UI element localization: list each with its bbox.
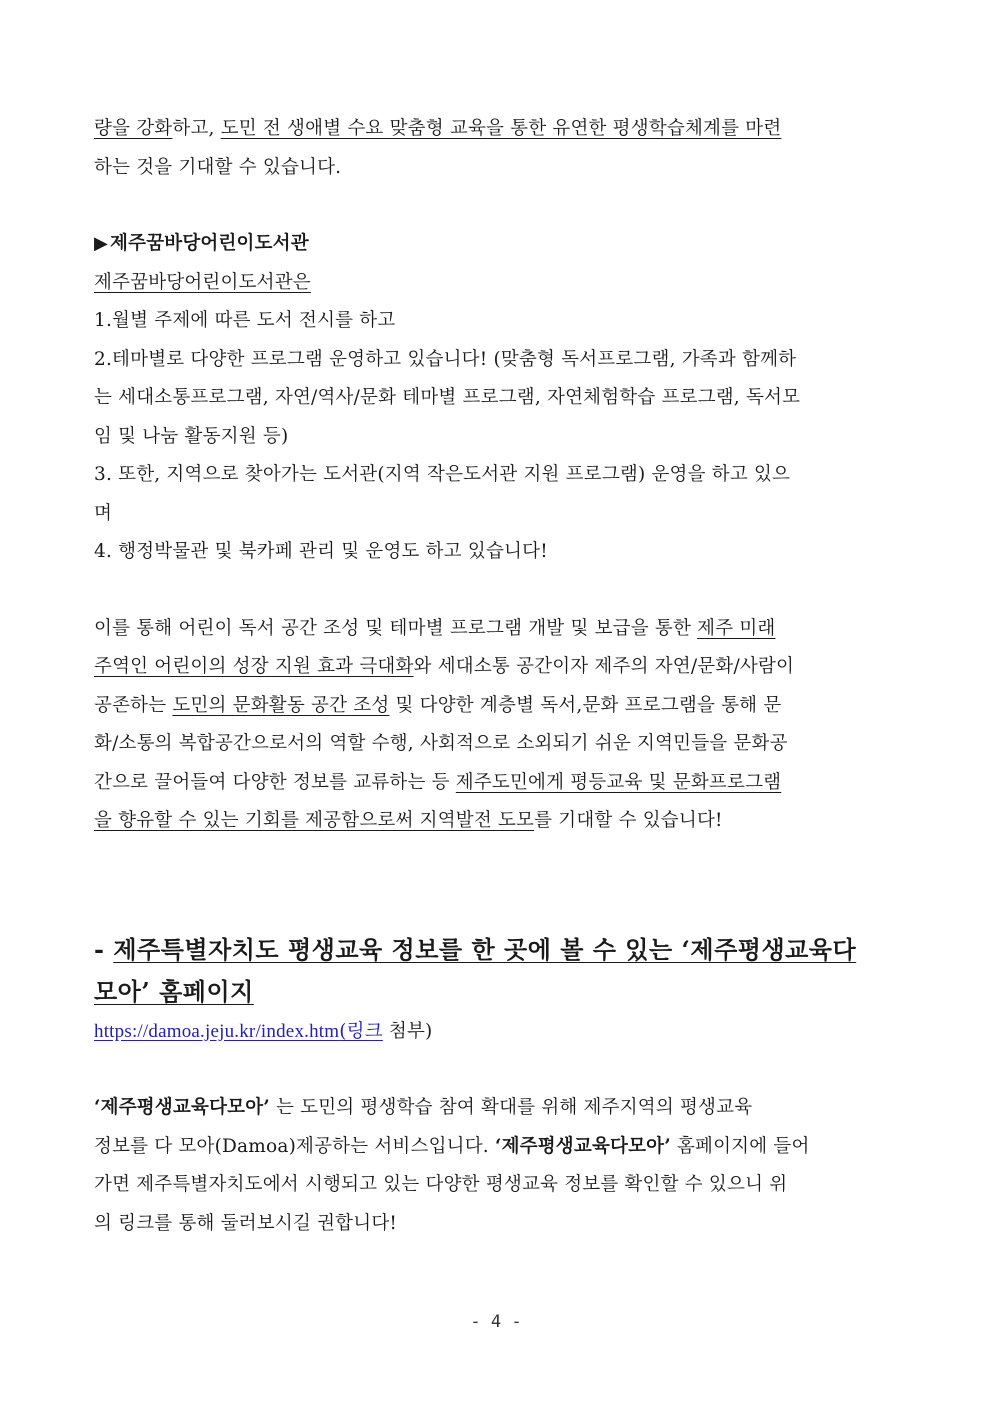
effects-underline: 제주 미래 (697, 617, 776, 639)
intro-underline-1: 량을 강화 (94, 118, 173, 139)
effects-text: 간으로 끌어들여 다양한 정보를 교류하는 등 (94, 771, 456, 793)
effects-underline: 도민의 문화활동 공간 조성 (172, 694, 390, 716)
effects-text: 를 기대할 수 있습니다! (534, 810, 723, 831)
library-subtitle (94, 264, 894, 303)
intro-line-1 (94, 110, 894, 149)
effects-text: 및 다양한 계층별 독서,문화 프로그램을 통해 문 (389, 694, 782, 716)
damoa-text: 는 도민의 평생학습 참여 확대를 위해 제주지역의 평생교육 (269, 1097, 753, 1118)
effects-underline: 주역인 어린이의 성장 지원 효과 극대화 (94, 656, 414, 677)
library-subtitle-text: 제주꿈바당어린이도서관은 (94, 271, 311, 293)
library-item: 1.월별 주제에 따른 도서 전시를 하고 (94, 310, 396, 331)
effects-line (94, 610, 894, 649)
damoa-paragraph-line: 가면 제주특별자치도에서 시행되고 있는 다양한 평생교육 정보를 확인할 수 있으니 위 (94, 1174, 788, 1195)
effects-line (94, 687, 894, 726)
effects-underline: 제주도민에게 평등교육 및 문화프로그램 (455, 771, 782, 793)
library-title-text: 제주꿈바당어린이도서관 (110, 233, 309, 254)
damoa-heading-line-1 (94, 929, 894, 971)
damoa-text: 홈페이지에 들어 (670, 1135, 810, 1157)
effects-line (94, 802, 894, 841)
heading-dash: - (94, 934, 114, 964)
intro-underline-2: 도민 전 생애별 수요 맞춤형 교육을 통한 유연한 평생학습체계를 마련 (220, 118, 782, 139)
library-title (94, 225, 894, 264)
effects-underline: 을 향유할 수 있는 기회를 제공함으로써 지역발전 도모 (94, 810, 535, 831)
library-item: 4. 행정박물관 및 북카페 관리 및 운영도 하고 있습니다! (94, 541, 548, 562)
triangle-bullet-icon: ▶ (94, 233, 109, 254)
damoa-paragraph-line: 의 링크를 통해 둘러보시길 권합니다! (94, 1212, 398, 1234)
intro-line-2: 하는 것을 기대할 수 있습니다. (94, 156, 342, 178)
effects-text: 공존하는 (94, 694, 173, 716)
effects-line (94, 764, 894, 803)
library-item: 2.테마별로 다양한 프로그램 운영하고 있습니다! (맞춤형 독서프로그램, 가족과 함께하 (94, 348, 797, 370)
effects-line (94, 648, 894, 687)
damoa-paragraph-line (94, 1128, 894, 1167)
library-item: 며 (94, 502, 113, 524)
damoa-bold-name: ‘제주평생교육다모아’ (94, 1097, 270, 1118)
damoa-text: 정보를 다 모아(Damoa)제공하는 서비스입니다. (94, 1135, 495, 1157)
damoa-heading-text: 모아’ 홈페이지 (94, 976, 254, 1006)
library-item: 는 세대소통프로그램, 자연/역사/문화 테마별 프로그램, 자연체험학습 프로그램, 독서모 (94, 387, 801, 408)
damoa-heading-text: 제주특별자치도 평생교육 정보를 한 곳에 볼 수 있는 ‘제주평생교육다 (113, 934, 857, 964)
damoa-bold-name: ‘제주평생교육다모아’ (494, 1135, 671, 1157)
library-item: 임 및 나눔 활동지원 등) (94, 425, 289, 447)
damoa-paragraph-line (94, 1089, 894, 1128)
damoa-link-line (94, 1013, 894, 1052)
damoa-heading-line-2 (94, 971, 894, 1013)
damoa-link-suffix[interactable]: (링크 (339, 1020, 383, 1042)
damoa-link[interactable]: https://damoa.jeju.kr/index.htm (94, 1020, 340, 1042)
effects-line: 화/소통의 복합공간으로서의 역할 수행, 사회적으로 소외되기 쉬운 지역민들을 문화공 (94, 733, 788, 754)
effects-text: 이를 통해 어린이 독서 공간 조성 및 테마별 프로그램 개발 및 보급을 통한 (94, 617, 698, 639)
library-item: 3. 또한, 지역으로 찾아가는 도서관(지역 작은도서관 지원 프로그램) 운영을 하고 있으 (94, 464, 791, 485)
page-number: - 4 - (470, 1312, 522, 1332)
intro-text: 하고, (172, 118, 221, 139)
link-note: 첨부) (382, 1020, 433, 1042)
document-page (94, 110, 894, 1243)
effects-text: 와 세대소통 공간이자 제주의 자연/문화/사람이 (413, 656, 795, 677)
